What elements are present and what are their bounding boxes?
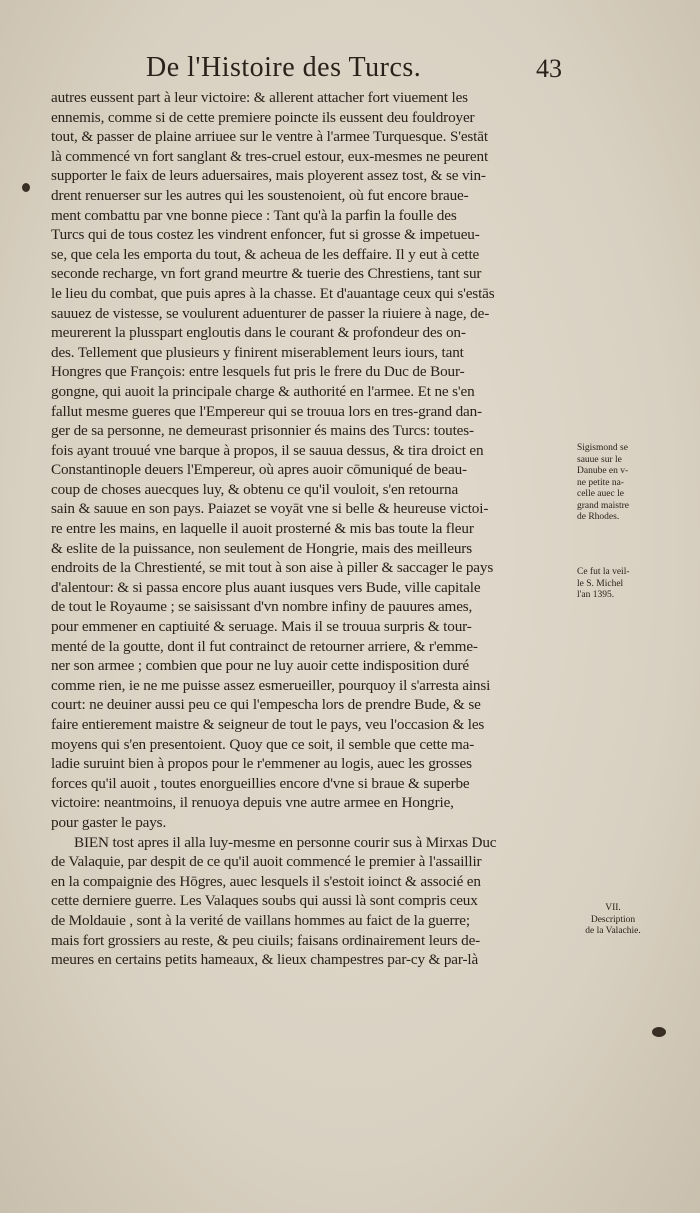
- text-line: de Moldauie , sont à la verité de vaillans hommes au faict de la guerre;: [51, 911, 470, 929]
- text-line: coup de choses auecques luy, & obtenu ce qu'il vouloit, s'en retourna: [51, 480, 459, 498]
- margin-note-line: sauue sur le: [577, 454, 622, 465]
- body-text: [51, 88, 571, 970]
- margin-note-line: celle auec le: [577, 489, 624, 499]
- text-line: pour emmener en captiuité & seruage. Mais il se trouua surpris & tour-: [51, 618, 472, 636]
- text-line: d'alentour: & si passa encore plus auant iusques vers Bude, ville capitale: [51, 578, 481, 596]
- margin-note-line: Sigismond se: [577, 443, 628, 453]
- text-line: forces qu'il auoit , toutes enorgueillies encore d'vne si braue & superbe: [51, 774, 470, 792]
- margin-note-line: de Rhodes.: [577, 512, 620, 522]
- text-line: sain & sauue en son pays. Paiazet se voyāt vne si belle & heureuse victoi-: [51, 500, 489, 518]
- text-line: cette derniere guerre. Les Valaques soubs qui aussi là sont compris ceux: [51, 892, 478, 910]
- text-line: supporter le faix de leurs aduersaires, mais ployerent assez tost, & se vin-: [51, 167, 486, 185]
- text-line: endroits de la Chrestienté, se mit tout à son aise à piller & saccager le pays: [51, 559, 494, 577]
- text-line: meurerent la plusspart engloutis dans le courant & profondeur des on-: [51, 324, 466, 342]
- text-line: pour gaster le pays.: [51, 813, 167, 831]
- page-number: 43: [536, 54, 562, 83]
- text-line: comme rien, ie ne me puisse assez esmerueiller, pourquoy il s'arresta ainsi: [51, 676, 491, 694]
- text-line: court: ne deuiner aussi peu ce qui l'empescha lors de prendre Bude, & se: [51, 696, 481, 714]
- text-line: se, que cela les emporta du tout, & acheua de les deffaire. Il y eut à cette: [51, 245, 480, 263]
- text-line: mais fort grossiers au reste, & peu ciuils; faisans ordinairement leurs de-: [51, 931, 481, 949]
- text-line: menté de la goutte, dont il fut contrainct de retourner arriere, & r'emme-: [51, 637, 478, 655]
- text-line: BIEN tost apres il alla luy-mesme en personne courir sus à Mirxas Duc: [74, 833, 497, 851]
- page-header: [0, 52, 700, 88]
- margin-note-line: Danube en v-: [577, 466, 629, 476]
- margin-note-line: VII.: [605, 903, 621, 913]
- margin-note-line: Ce fut la veil-: [577, 567, 630, 577]
- text-line: fallut mesme gueres que l'Empereur qui se trouua lors en tres-grand dan-: [51, 402, 482, 420]
- text-line: ment combattu par vne bonne piece : Tant qu'à la parfin la foulle des: [51, 206, 457, 224]
- margin-note-line: le S. Michel: [577, 578, 624, 589]
- margin-note-line: grand maistre: [577, 500, 629, 511]
- margin-note-line: ne petite na-: [577, 477, 624, 488]
- text-line: & eslite de la puissance, non seulement de Hongrie, mais des meilleurs: [51, 539, 472, 557]
- text-line: Hongres que François: entre lesquels fut pris le frere du Duc de Bour-: [51, 363, 465, 381]
- ink-spot: [22, 183, 30, 192]
- text-line: ger de sa personne, ne demeurast prisonnier és mains des Turcs: toutes-: [51, 422, 474, 440]
- text-line: tout, & passer de plaine arriuee sur le ventre à l'armee Turquesque. S'estāt: [51, 128, 488, 146]
- text-line: le lieu du combat, que puis apres à la chasse. Et d'auantage ceux qui s'estās: [51, 284, 495, 302]
- text-line: Constantinople deuers l'Empereur, où apres auoir cōmuniqué de beau-: [51, 461, 467, 479]
- margin-note-line: l'an 1395.: [577, 590, 615, 600]
- running-title: De l'Histoire des Turcs.: [146, 52, 422, 83]
- text-line: de Valaquie, par despit de ce qu'il auoit commencé le premier à l'assaillir: [51, 853, 482, 871]
- text-line: victoire: neantmoins, il renuoya depuis vne autre armee en Hongrie,: [51, 794, 454, 812]
- text-line: meures en certains petits hameaux, & lieux champestres par-cy & par-là: [51, 951, 479, 969]
- text-line: gongne, qui auoit la principale charge & authorité en l'armee. Et ne s'en: [51, 382, 475, 400]
- text-line: ladie suruint bien à propos pour le r'emmener au logis, auec les grosses: [51, 755, 472, 773]
- text-line: ennemis, comme si de cette premiere poincte ils eussent deu fouldroyer: [51, 108, 475, 126]
- ink-spot: [652, 1027, 666, 1037]
- text-line: seconde recharge, vn fort grand meurtre & tuerie des Chrestiens, tant sur: [51, 265, 482, 283]
- text-line: de tout le Royaume ; se saisissant d'vn nombre infiny de pauures ames,: [51, 598, 473, 616]
- text-line: ner son armee ; combien que pour ne luy auoir cette indisposition duré: [51, 657, 470, 675]
- text-line: faire entierement maistre & seigneur de tout le pays, veu l'occasion & les: [51, 716, 485, 733]
- margin-note-date: [577, 567, 653, 602]
- margin-note-valachie: [577, 903, 649, 938]
- margin-note-line: de la Valachie.: [585, 926, 641, 936]
- margin-note-sigismond: [577, 443, 653, 524]
- text-line: là commencé vn fort sanglant & tres-cruel estour, eux-mesmes ne peurent: [51, 147, 489, 165]
- text-line: sauuez de vistesse, se voulurent aduenturer de passer la riuiere à nage, de-: [51, 304, 490, 322]
- text-line: autres eussent part à leur victoire: & allerent attacher fort viuement les: [51, 89, 468, 106]
- text-line: drent renuerser sur les autres qui les soustenoient, où fut encore braue-: [51, 186, 469, 204]
- text-line: des. Tellement que plusieurs y finirent miserablement leurs iours, tant: [51, 343, 464, 361]
- text-line: Turcs qui de tous costez les vindrent enfoncer, fut si grosse & impetueu-: [51, 226, 480, 244]
- text-line: re entre les mains, en laquelle il auoit prosterné & mis bas toute la fleur: [51, 520, 474, 538]
- margin-note-line: Description: [590, 914, 636, 925]
- text-line: en la compaignie des Hōgres, auec lesquels il s'estoit ioinct & associé en: [51, 872, 481, 890]
- text-line: moyens qui s'en presentoient. Quoy que ce soit, il semble que cette ma-: [51, 735, 475, 753]
- text-line: fois ayant trouué vne barque à propos, il se sauua dessus, & tira droict en: [51, 441, 484, 459]
